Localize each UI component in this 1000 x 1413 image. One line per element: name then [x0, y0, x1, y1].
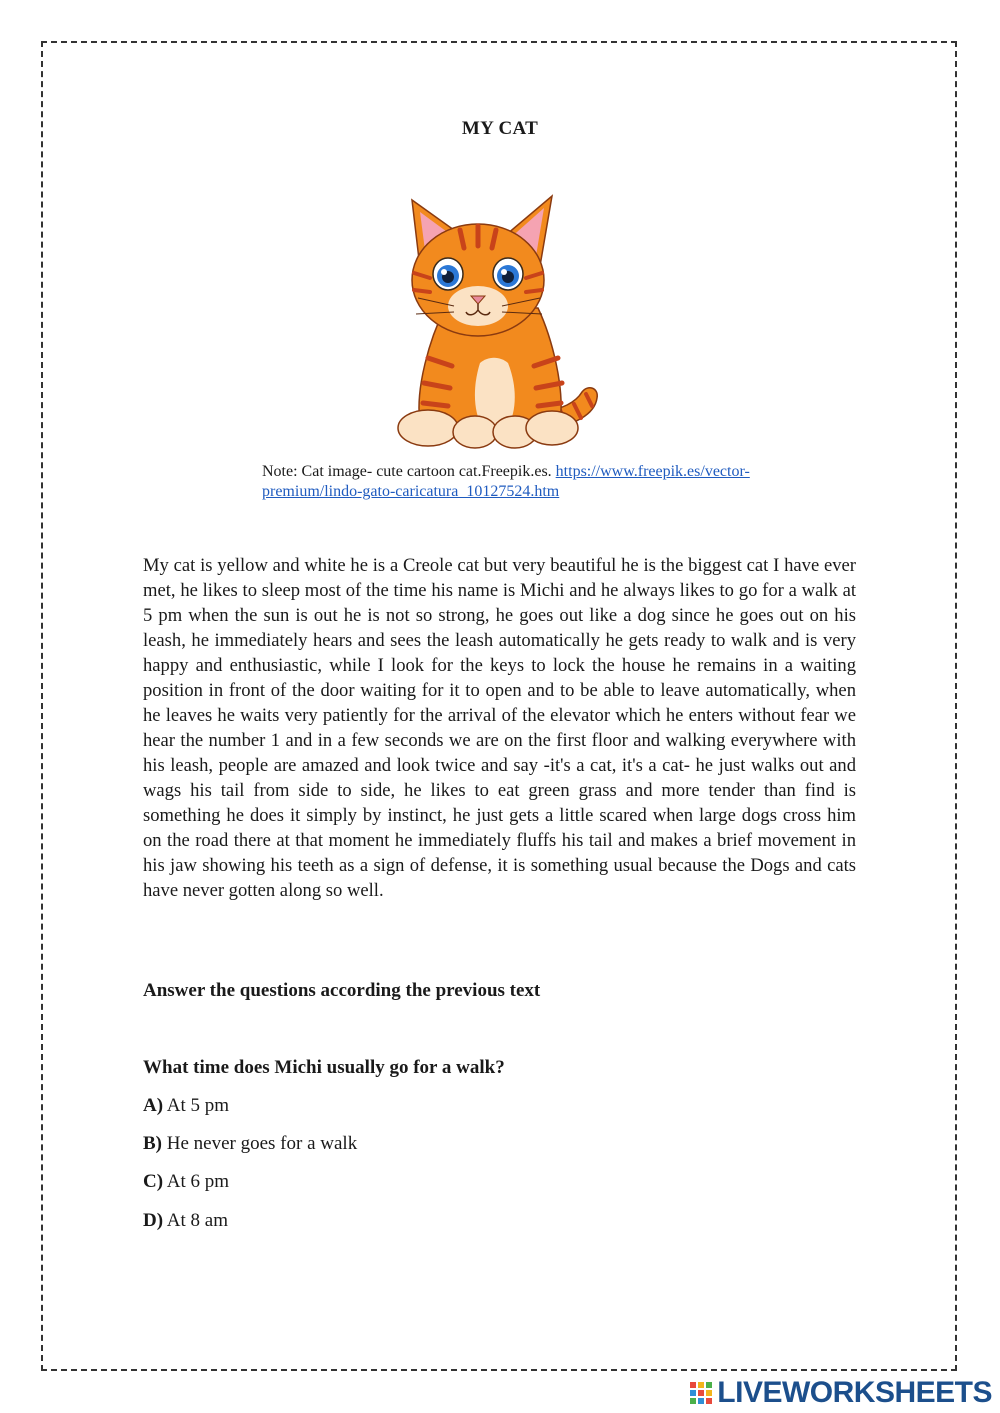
worksheet-grid-icon [689, 1381, 713, 1405]
option-text: At 8 am [166, 1210, 228, 1231]
brand-name: LIVEWORKSHEETS [717, 1376, 992, 1409]
option-c[interactable] [143, 1171, 229, 1193]
cat-illustration [390, 188, 610, 453]
liveworksheets-logo [689, 1376, 992, 1410]
option-text: At 5 pm [166, 1095, 230, 1116]
option-a[interactable] [143, 1095, 229, 1117]
image-credit-note [262, 462, 852, 502]
option-letter: A) [143, 1095, 164, 1116]
note-prefix: Note: Cat image- cute cartoon cat.Freepik.es. [262, 463, 552, 480]
option-text: He never goes for a walk [166, 1133, 358, 1154]
instructions-heading: Answer the questions according the previous text [143, 980, 541, 1001]
option-letter: C) [143, 1171, 164, 1192]
question-text: What time does Michi usually go for a walk? [143, 1057, 505, 1078]
option-letter: B) [143, 1133, 162, 1154]
cat-icon [390, 188, 610, 453]
option-b[interactable] [143, 1133, 357, 1155]
story-paragraph: My cat is yellow and white he is a Creole cat but very beautiful he is the biggest cat I have ever met, he likes to sleep most of the time his name is Michi and he always likes to go for a walk at 5 pm when the sun is out he is not so strong, he goes out like a dog since he goes out on his leash, he immediately hears and sees the leash automatically he gets ready to walk and is very happy and enthusiastic, while I look for the keys to lock the house he remains in a waiting position in front of the door waiting for it to open and to be able to leave automatically, when he leaves he waits very patiently for the arrival of the elevator which he enters without fear we hear the number 1 and in a few seconds we are on the first floor and walking everywhere with his leash, people are amazed and look twice and say -it's a cat, it's a cat- he just walks out and wags his tail from side to side, he likes to eat green grass and more tender than find is something he does it simply by instinct, he just gets a little scared when large dogs cross him on the road there at that moment he immediately fluffs his tail and makes a brief movement in his jaw showing his teeth as a sign of defense, it is something usual because the Dogs and cats have never gotten along so well. [143, 555, 856, 901]
option-letter: D) [143, 1210, 164, 1231]
option-d[interactable] [143, 1210, 228, 1232]
option-text: At 6 pm [166, 1171, 230, 1192]
page-title: MY CAT [461, 118, 539, 139]
link-line-2: premium/lindo-gato-caricatura_10127524.htm [262, 483, 560, 500]
link-line-1: https://www.freepik.es/vector- [555, 463, 750, 480]
